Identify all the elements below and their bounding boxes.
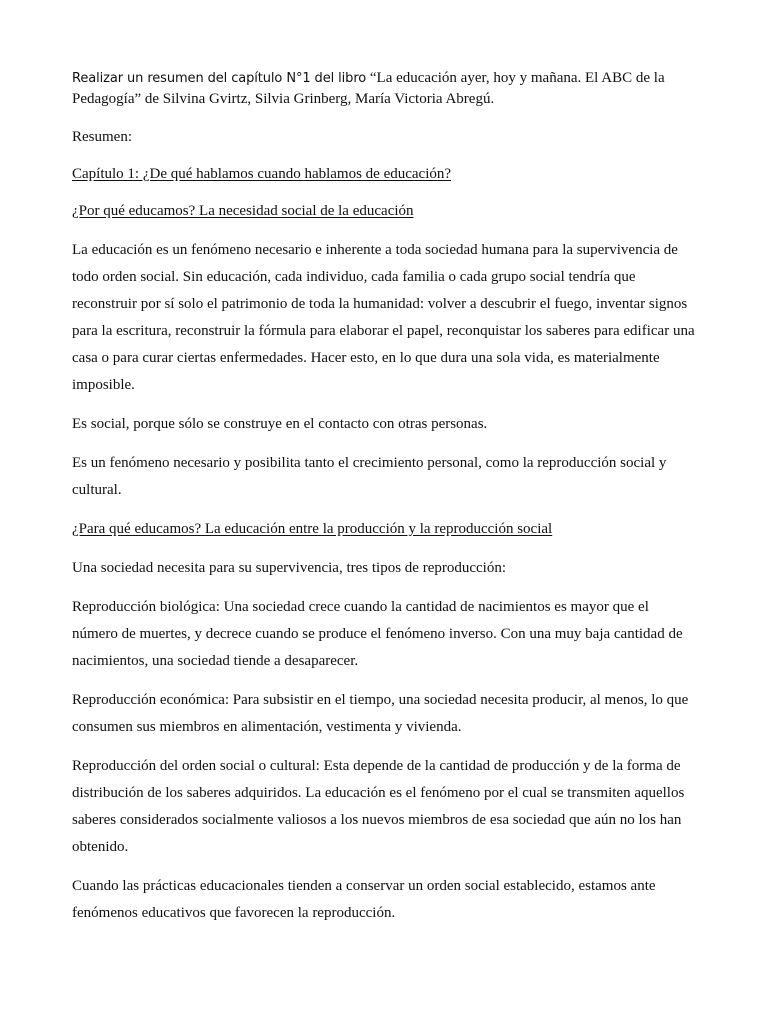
paragraph-line: Reproducción económica: Para subsistir en el tiempo, una sociedad necesita producir, al menos, lo que [72, 692, 689, 708]
paragraph-reproduccion-biologica [72, 594, 702, 675]
paragraph-line: Cuando las prácticas educacionales tienden a conservar un orden social establecido, estamos ante [72, 878, 656, 894]
paragraph-line: todo orden social. Sin educación, cada individuo, cada familia o cada grupo social tendría que [72, 269, 636, 285]
section-heading-para-que-text: ¿Para qué educamos? La educación entre la producción y la reproducción social [72, 521, 553, 537]
paragraph-line: Es un fenómeno necesario y posibilita tanto el crecimiento personal, como la reproducción social y [72, 455, 667, 471]
paragraph-line: para la escritura, reconstruir la fórmula para elaborar el papel, reconquistar los saberes para edificar una [72, 323, 695, 339]
paragraph-line: Reproducción del orden social o cultural: Esta depende de la cantidad de producción y de la forma de [72, 758, 681, 774]
paragraph-conclusion [72, 873, 702, 927]
chapter-heading-text: Capítulo 1: ¿De qué hablamos cuando hablamos de educación? [72, 166, 452, 182]
paragraph-line: fenómenos educativos que favorecen la reproducción. [72, 905, 396, 921]
assignment-title-lead: Realizar un resumen del capítulo N°1 del libro [72, 71, 367, 86]
assignment-title-line-2: Pedagogía” de Silvina Gvirtz, Silvia Grinberg, María Victoria Abregú. [72, 91, 495, 107]
paragraph-line: casa o para curar ciertas enfermedades. Hacer esto, en lo que dura una sola vida, es materialmente [72, 350, 660, 366]
paragraph-necesidad-social [72, 237, 702, 399]
paragraph-line: consumen sus miembros en alimentación, vestimenta y vivienda. [72, 719, 462, 735]
paragraph-fenomeno-necesario [72, 450, 702, 504]
section-heading-para-que [72, 516, 702, 543]
paragraph-line: La educación es un fenómeno necesario e inherente a toda sociedad humana para la supervivencia de [72, 242, 678, 258]
paragraph-line: imposible. [72, 377, 135, 393]
paragraph-line: reconstruir por sí solo el patrimonio de toda la humanidad: volver a descubrir el fuego, inventar signos [72, 296, 688, 312]
section-heading-por-que-text: ¿Por qué educamos? La necesidad social de la educación [72, 203, 414, 219]
paragraph-line: saberes considerados socialmente valiosos a los nuevos miembros de esa sociedad que aún no los han [72, 812, 682, 828]
paragraph-reproduccion-social [72, 753, 702, 861]
assignment-title-line-1 [72, 68, 702, 89]
resumen-label: Resumen: [72, 129, 132, 145]
paragraph-es-social: Es social, porque sólo se construye en el contacto con otras personas. [72, 416, 488, 432]
chapter-heading [72, 161, 702, 188]
paragraph-line: distribución de los saberes adquiridos. La educación es el fenómeno por el cual se transmiten aquellos [72, 785, 685, 801]
section-heading-por-que [72, 198, 702, 225]
paragraph-line: obtenido. [72, 839, 129, 855]
paragraph-line: número de muertes, y decrece cuando se produce el fenómeno inverso. Con una muy baja cantidad de [72, 626, 683, 642]
paragraph-tipos-reproduccion: Una sociedad necesita para su supervivencia, tres tipos de reproducción: [72, 560, 507, 576]
paragraph-line: cultural. [72, 482, 122, 498]
document-page [72, 68, 702, 927]
paragraph-line: Reproducción biológica: Una sociedad crece cuando la cantidad de nacimientos es mayor que el [72, 599, 649, 615]
paragraph-reproduccion-economica [72, 687, 702, 741]
paragraph-line: nacimientos, una sociedad tiende a desaparecer. [72, 653, 359, 669]
assignment-title-rest: “La educación ayer, hoy y mañana. El ABC de la [366, 70, 665, 86]
